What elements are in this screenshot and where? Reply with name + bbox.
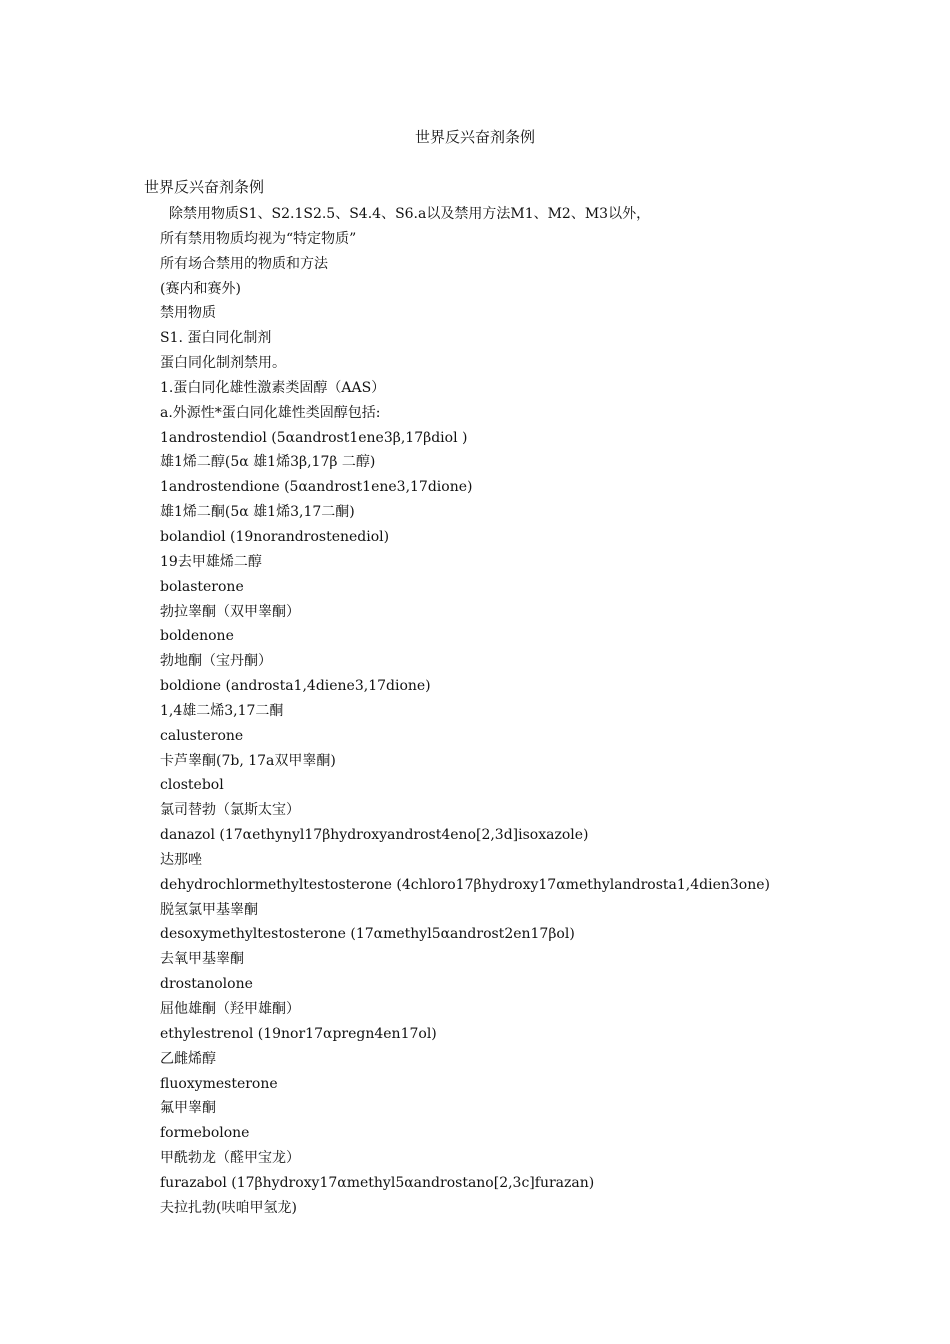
- text-line: 氟甲睾酮: [160, 1100, 216, 1117]
- text-line: furazabol (17βhydroxy17αmethyl5αandrostano[2,3c]furazan): [160, 1174, 595, 1191]
- text-line: 1androstendiol (5αandrost1ene3β,17βdiol ): [160, 429, 468, 446]
- text-line: boldenone: [160, 628, 234, 645]
- text-line: boldione (androsta1,4diene3,17dione): [160, 678, 431, 695]
- text-line: danazol (17αethynyl17βhydroxyandrost4eno[2,3d]isoxazole): [160, 827, 589, 844]
- text-line: 去氧甲基睾酮: [160, 951, 244, 968]
- document-body: [160, 202, 940, 1221]
- text-line: ethylestrenol (19nor17αpregn4en17ol): [160, 1025, 437, 1042]
- text-line: 1,4雄二烯3,17二酮: [160, 702, 284, 719]
- text-line: a.外源性*蛋白同化雄性类固醇包括:: [160, 404, 381, 421]
- section-heading: 世界反兴奋剂条例: [144, 178, 265, 196]
- text-line: S1. 蛋白同化制剂: [160, 330, 272, 347]
- text-line: 屈他雄酮（羟甲雄酮）: [160, 1001, 300, 1017]
- text-line: 19去甲雄烯二醇: [160, 553, 262, 570]
- text-line: bolandiol (19norandrostenediol): [160, 528, 390, 545]
- text-line: 氯司替勃（氯斯太宝）: [160, 802, 300, 819]
- text-line: 甲酰勃龙（醛甲宝龙）: [160, 1150, 300, 1167]
- text-line: 蛋白同化制剂禁用。: [160, 355, 286, 372]
- text-line: (赛内和赛外): [160, 280, 241, 297]
- text-line: clostebol: [160, 777, 224, 794]
- text-line: 除禁用物质S1、S2.1S2.5、S4.4、S6.a以及禁用方法M1、M2、M3以外，: [169, 206, 651, 222]
- text-line: 雄1烯二醇(5α 雄1烯3β,17β 二醇): [160, 454, 376, 471]
- text-line: 勃地酮（宝丹酮）: [160, 653, 272, 670]
- text-line: 达那唑: [160, 851, 202, 868]
- text-line: 1.蛋白同化雄性激素类固醇（AAS）: [160, 379, 386, 396]
- page-title: 世界反兴奋剂条例: [414, 128, 535, 146]
- text-line: bolasterone: [160, 578, 244, 595]
- text-line: 禁用物质: [160, 305, 216, 322]
- text-line: 所有场合禁用的物质和方法: [160, 255, 328, 272]
- text-line: 勃拉睾酮（双甲睾酮）: [160, 603, 300, 620]
- text-line: 所有禁用物质均视为“特定物质”: [160, 230, 357, 247]
- text-line: desoxymethyltestosterone (17αmethyl5αandrost2en17βol): [160, 926, 575, 943]
- text-line: 脱氢氯甲基睾酮: [160, 901, 258, 918]
- text-line: 卡芦睾酮(7b, 17a双甲睾酮): [160, 752, 336, 769]
- text-line: dehydrochlormethyltestosterone (4chloro17βhydroxy17αmethylandrosta1,4dien3one): [160, 876, 770, 893]
- text-line: 夫拉扎勃(呋咱甲氢龙): [160, 1199, 297, 1216]
- text-line: formebolone: [160, 1125, 250, 1142]
- text-line: 1androstendione (5αandrost1ene3,17dione): [160, 479, 473, 496]
- text-line: calusterone: [160, 727, 244, 744]
- text-line: 雄1烯二酮(5α 雄1烯3,17二酮): [160, 504, 355, 521]
- text-line: 乙雌烯醇: [160, 1050, 216, 1067]
- text-line: drostanolone: [160, 976, 253, 993]
- text-line: fluoxymesterone: [160, 1075, 278, 1092]
